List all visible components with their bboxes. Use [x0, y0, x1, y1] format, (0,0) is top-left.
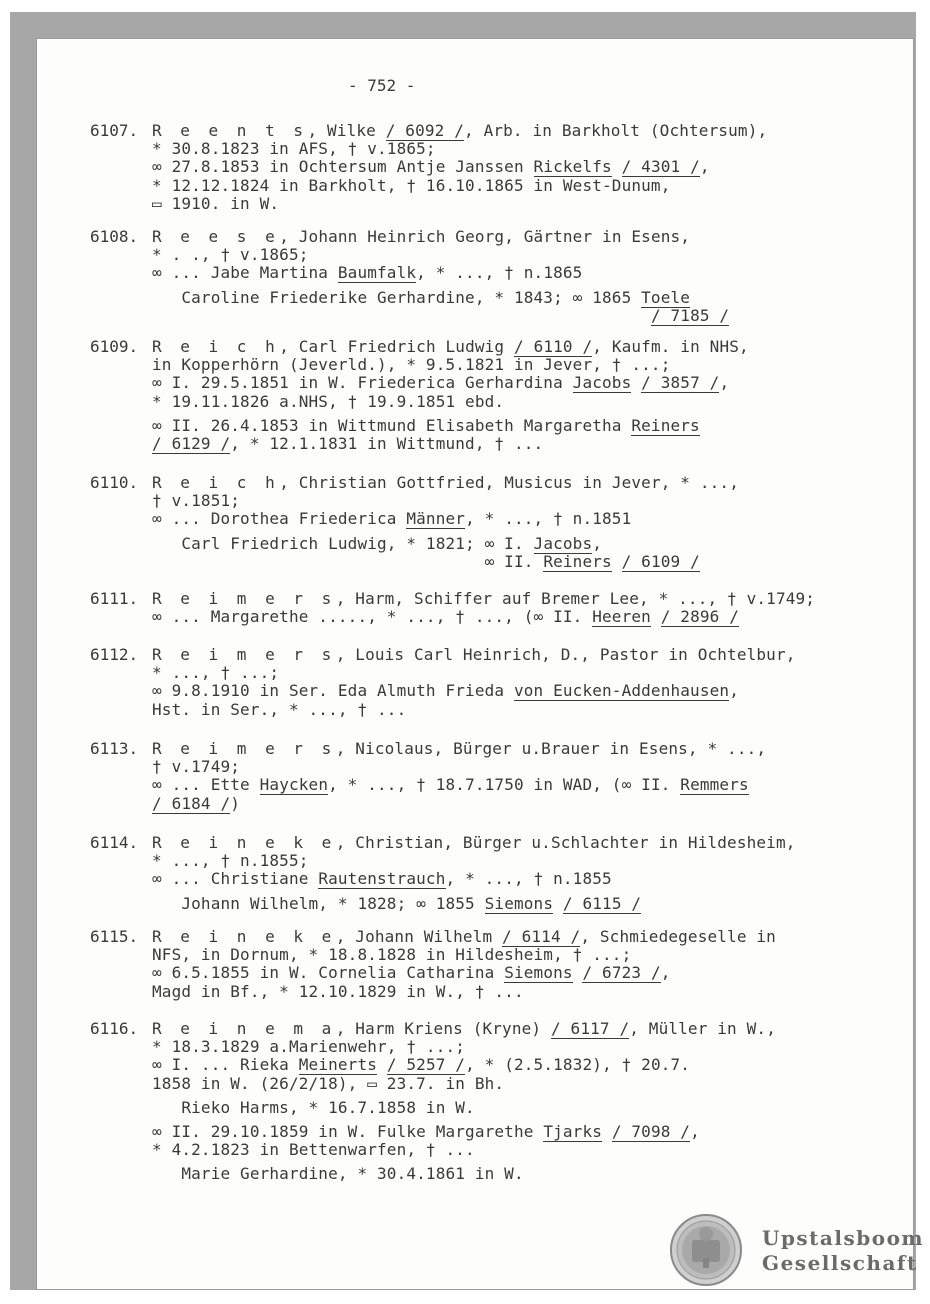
- surname: R e i c h: [152, 473, 280, 492]
- underlined-reference: / 6184 /: [152, 793, 231, 813]
- surname: R e e n t s: [152, 121, 308, 140]
- text-segment: ∞ II. 29.10.1859 in W. Fulke Margarethe: [152, 1122, 544, 1141]
- text-segment: * ..., † ...;: [152, 663, 280, 683]
- entry-line: [152, 417, 700, 435]
- entry-line: [152, 140, 436, 158]
- document-page: [36, 38, 925, 1290]
- underlined-reference: Toele: [641, 287, 691, 307]
- logo-line-2: Gesellschaft: [762, 1251, 918, 1275]
- entry-number: 6114.: [90, 833, 139, 852]
- text-segment: ): [230, 793, 241, 813]
- entry-number: 6113.: [90, 739, 139, 758]
- entry-line: [152, 307, 729, 325]
- text-segment: * 12.12.1824 in Barkholt, † 16.10.1865 in West-Dunum,: [152, 175, 671, 195]
- text-segment: † v.1851;: [152, 491, 241, 511]
- underlined-reference: / 2896 /: [660, 607, 739, 627]
- underlined-reference: / 6115 /: [562, 893, 642, 913]
- logo-line-1: Upstalsboom: [762, 1226, 925, 1250]
- entry-line: [152, 852, 309, 870]
- entry-line: [152, 474, 739, 492]
- text-segment: ∞ I. 29.5.1851 in W. Friederica Gerhardina: [152, 373, 573, 393]
- text-segment: NFS, in Dornum, * 18.8.1828 in Hildesheim, † ...;: [152, 945, 632, 965]
- surname: R e i m e r s: [152, 739, 336, 758]
- text-segment: , Louis Carl Heinrich, D., Pastor in Ochtelbur,: [335, 645, 796, 664]
- underlined-reference: / 6129 /: [152, 434, 231, 453]
- entry-line: [152, 946, 631, 964]
- underlined-reference: / 3857 /: [641, 373, 720, 393]
- text-segment: Johann Wilhelm, * 1828; ∞ 1855: [152, 893, 485, 913]
- text-segment: [377, 1055, 387, 1074]
- text-segment: [573, 963, 583, 982]
- entry-number: 6107.: [90, 121, 139, 140]
- text-segment: , * 12.1.1831 in Wittmund, † ...: [230, 434, 544, 453]
- underlined-reference: / 6117 /: [550, 1019, 630, 1038]
- text-segment: , Arb. in Barkholt (Ochtersum),: [464, 121, 768, 140]
- entry-line: [152, 608, 739, 626]
- entry-number: 6108.: [90, 227, 139, 246]
- entry-line: [152, 834, 796, 852]
- underlined-reference: / 6092 /: [385, 121, 464, 140]
- entry-number: 6115.: [90, 927, 139, 946]
- society-logo-text: [762, 1226, 924, 1276]
- underlined-reference: Remmers: [680, 775, 749, 795]
- text-segment: ∞ 6.5.1855 in W. Cornelia Catharina: [152, 963, 505, 983]
- underlined-reference: / 7185 /: [650, 305, 730, 325]
- text-segment: Carl Friedrich Ludwig, * 1821; ∞ I.: [152, 533, 534, 553]
- text-segment: , * ..., † n.1851: [465, 509, 632, 529]
- entry-line: [152, 228, 690, 246]
- text-segment: * 30.8.1823 in AFS, † v.1865;: [152, 139, 436, 159]
- text-segment: [152, 306, 651, 325]
- entry-line: [152, 356, 671, 374]
- text-segment: ▭ 1910. in W.: [152, 193, 280, 213]
- text-segment: * 4.2.1823 in Bettenwarfen, † ...: [152, 1140, 475, 1160]
- page-frame: [10, 12, 925, 1290]
- text-segment: ∞ ... Ette: [152, 775, 260, 795]
- text-segment: , Wilke: [307, 121, 386, 140]
- text-segment: 1858 in W. (26/2/18), ▭ 23.7. in Bh.: [152, 1073, 505, 1093]
- surname: R e i c h: [152, 337, 280, 356]
- text-segment: [602, 1122, 612, 1141]
- text-segment: Caroline Friederike Gerhardine, * 1843; ∞ 1865: [152, 287, 642, 307]
- text-segment: , Harm, Schiffer auf Bremer Lee, * ..., † v.1749;: [335, 589, 816, 608]
- entry-line: [152, 158, 710, 176]
- text-segment: [612, 552, 622, 571]
- underlined-reference: Siemons: [504, 963, 573, 983]
- seal-logo-icon: [670, 1214, 742, 1286]
- entry-line: [152, 740, 766, 758]
- text-segment: ,: [719, 373, 730, 393]
- entry-line: [152, 553, 700, 571]
- entry-line: [152, 1038, 465, 1056]
- text-segment: ∞ ... Margarethe ....., * ..., † ..., (∞ II.: [152, 607, 593, 627]
- entry-line: [152, 895, 641, 913]
- underlined-reference: / 7098 /: [611, 1122, 691, 1141]
- surname: R e i n e m a: [152, 1019, 336, 1038]
- text-segment: * . ., † v.1865;: [152, 245, 309, 265]
- text-segment: , Carl Friedrich Ludwig: [279, 337, 514, 356]
- entry-line: [152, 646, 796, 664]
- text-segment: Magd in Bf., * 12.10.1829 in W., † ...: [152, 981, 524, 1001]
- text-segment: ,: [699, 157, 710, 177]
- underlined-reference: Tjarks: [543, 1122, 603, 1141]
- underlined-reference: / 6114 /: [502, 927, 581, 946]
- text-segment: , Kaufm. in NHS,: [592, 337, 749, 356]
- text-segment: [651, 607, 661, 626]
- text-segment: , * ..., † n.1855: [445, 869, 612, 889]
- text-segment: , * ..., † n.1865: [416, 263, 583, 283]
- surname: R e i m e r s: [152, 589, 336, 608]
- underlined-reference: Reiners: [631, 415, 700, 435]
- entry-line: [152, 492, 240, 510]
- entry-line: [152, 1099, 475, 1117]
- text-segment: , * (2.5.1832), † 20.7.: [465, 1055, 691, 1075]
- text-segment: , Schmiedegeselle in: [580, 927, 776, 946]
- entry-line: [152, 535, 602, 553]
- text-segment: , Christian Gottfried, Musicus in Jever, * ...,: [279, 473, 739, 492]
- page-number: - 752 -: [348, 76, 416, 95]
- entry-line: [152, 795, 240, 813]
- text-segment: ∞ II.: [152, 551, 544, 571]
- text-segment: ∞ 9.8.1910 in Ser. Eda Almuth Frieda: [152, 681, 514, 701]
- entry-line: [152, 177, 671, 195]
- entry-line: [152, 1165, 524, 1183]
- text-segment: , Johann Wilhelm: [335, 927, 503, 946]
- text-segment: Rieko Harms, * 16.7.1858 in W.: [152, 1097, 475, 1117]
- entry-line: [152, 246, 309, 264]
- entry-line: [152, 510, 631, 528]
- text-segment: , * ..., † 18.7.1750 in WAD, (∞ II.: [328, 775, 681, 795]
- text-segment: ∞ ... Christiane: [152, 869, 319, 889]
- surname: R e e s e: [152, 227, 280, 246]
- text-segment: ∞ II. 26.4.1853 in Wittmund Elisabeth Margaretha: [152, 415, 632, 435]
- text-segment: , Müller in W.,: [629, 1019, 776, 1038]
- text-segment: , Johann Heinrich Georg, Gärtner in Esens,: [279, 227, 691, 246]
- underlined-reference: / 6110 /: [514, 337, 593, 356]
- text-segment: ∞ 27.8.1853 in Ochtersum Antje Janssen: [152, 157, 534, 177]
- entry-line: [152, 776, 749, 794]
- underlined-reference: Reiners: [543, 551, 612, 571]
- entry-line: [152, 289, 690, 307]
- entry-line: [152, 682, 739, 700]
- text-segment: [553, 894, 563, 913]
- text-segment: , Nicolaus, Bürger u.Brauer in Esens, * ...,: [335, 739, 767, 758]
- text-segment: † v.1749;: [152, 757, 241, 777]
- underlined-reference: Haycken: [259, 775, 329, 795]
- underlined-reference: von Eucken-Addenhausen: [513, 681, 730, 701]
- entry-line: [152, 870, 612, 888]
- surname: R e i n e k e: [152, 833, 336, 852]
- text-segment: ,: [729, 681, 739, 701]
- entry-line: [152, 590, 815, 608]
- text-segment: Hst. in Ser., * ..., † ...: [152, 699, 407, 719]
- underlined-reference: / 5257 /: [386, 1055, 466, 1075]
- entry-number: 6112.: [90, 645, 139, 664]
- text-segment: * 19.11.1826 a.NHS, † 19.9.1851 ebd.: [152, 391, 505, 411]
- underlined-reference: Jacobs: [533, 533, 593, 553]
- entry-number: 6109.: [90, 337, 139, 356]
- entry-line: [152, 964, 671, 982]
- text-segment: ,: [660, 963, 671, 983]
- entry-line: [152, 338, 749, 356]
- underlined-reference: Siemons: [484, 893, 554, 913]
- entry-number: 6110.: [90, 473, 139, 492]
- underlined-reference: / 6723 /: [582, 963, 661, 983]
- underlined-reference: Jacobs: [572, 373, 632, 393]
- underlined-reference: Rickelfs: [533, 157, 612, 177]
- text-segment: ∞ I. ... Rieka: [152, 1055, 299, 1075]
- entry-line: [152, 701, 406, 719]
- entry-line: [152, 1141, 475, 1159]
- underlined-reference: Rautenstrauch: [318, 869, 446, 889]
- underlined-reference: / 6109 /: [621, 551, 700, 571]
- text-segment: Marie Gerhardine, * 30.4.1861 in W.: [152, 1164, 524, 1184]
- text-segment: ∞ ... Jabe Martina: [152, 263, 338, 283]
- underlined-reference: Männer: [406, 509, 466, 529]
- entry-line: [152, 1020, 776, 1038]
- text-segment: in Kopperhörn (Jeverld.), * 9.5.1821 in Jever, † ...;: [152, 355, 671, 375]
- entry-line: [152, 1123, 700, 1141]
- entry-line: [152, 393, 504, 411]
- entry-number: 6111.: [90, 589, 139, 608]
- entry-line: [152, 1075, 504, 1093]
- entry-line: [152, 435, 543, 453]
- text-segment: , Harm Kriens (Kryne): [335, 1019, 551, 1038]
- text-segment: ,: [690, 1122, 700, 1141]
- text-segment: ∞ ... Dorothea Friederica: [152, 509, 407, 529]
- text-segment: , Christian, Bürger u.Schlachter in Hildesheim,: [335, 833, 796, 852]
- text-segment: [612, 157, 622, 176]
- text-segment: * 18.3.1829 a.Marienwehr, † ...;: [152, 1037, 466, 1057]
- entry-line: [152, 928, 776, 946]
- text-segment: ,: [592, 533, 603, 553]
- entry-line: [152, 664, 279, 682]
- text-segment: * ..., † n.1855;: [152, 851, 309, 871]
- entry-line: [152, 1056, 690, 1074]
- underlined-reference: Baumfalk: [337, 263, 417, 283]
- underlined-reference: Heeren: [592, 607, 651, 627]
- entry-line: [152, 264, 582, 282]
- entry-line: [152, 122, 767, 140]
- text-segment: [631, 373, 641, 392]
- surname: R e i m e r s: [152, 645, 336, 664]
- entry-line: [152, 195, 279, 213]
- underlined-reference: Meinerts: [298, 1055, 378, 1075]
- underlined-reference: / 4301 /: [621, 157, 700, 177]
- entry-line: [152, 758, 240, 776]
- entry-line: [152, 374, 729, 392]
- entry-number: 6116.: [90, 1019, 139, 1038]
- entry-line: [152, 983, 524, 1001]
- surname: R e i n e k e: [152, 927, 336, 946]
